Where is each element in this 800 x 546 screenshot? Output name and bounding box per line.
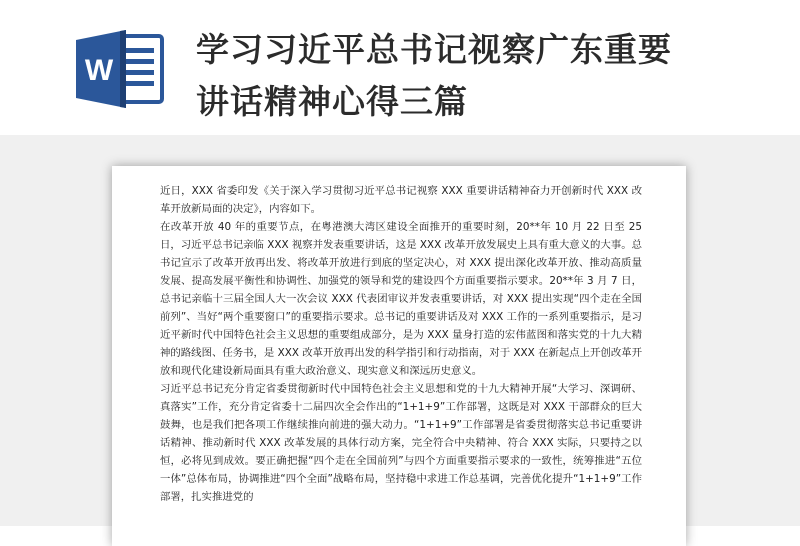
paragraph: 习近平总书记充分肯定省委贯彻新时代中国特色社会主义思想和党的十九大精神开展“大学习、深调研、真落实”工作，充分肯定省委十二届四次全会作出的“1+1+9”工作部署，这既是对 XXX 干部群众的巨大鼓舞，也是我们把各项工作继续推向前进的强大动力。“1+1+9”工作部署是省委贯彻落实总书记重要讲话精神、推动新时代 XXX 改革发展的具体行动方案，完全符合中央精神、符合 XXX 实际，只要持之以恒，必将见到成效。要正确把握“四个走在全国前列”与四个方面重要指示要求的一致性，统筹推进“五位一体”总体布局，协调推进“四个全面”战略布局，坚持稳中求进工作总基调，完善优化提升“1+1+9”工作部署，扎实推进党的	[160, 383, 642, 503]
document-title	[196, 24, 756, 128]
document-body	[160, 182, 642, 506]
header	[0, 0, 800, 135]
title-line-2: 讲话精神心得三篇	[196, 82, 468, 121]
paragraph: 近日，XXX 省委印发《关于深入学习贯彻习近平总书记视察 XXX 重要讲话精神奋力开创新时代 XXX 改革开放新局面的决定》，内容如下。	[160, 185, 642, 215]
document-page	[112, 166, 686, 546]
title-line-1: 学习习近平总书记视察广东重要	[196, 30, 672, 69]
word-document-icon	[76, 30, 166, 108]
paragraph: 在改革开放 40 年的重要节点，在粤港澳大湾区建设全面推开的重要时刻，20**年 10 月 22 日至 25 日，习近平总书记亲临 XXX 视察并发表重要讲话，这是 XXX 改革开放发展史上具有重大意义的大事。总书记宣示了改革开放再出发、将改革开放进行到底的坚定决心，对 XXX 提出深化改革开放、推动高质量发展、提高发展平衡性和协调性、加强党的领导和党的建设四个方面重要指示要求。20**年 3 月 7 日，总书记亲临十三届全国人大一次会议 XXX 代表团审议并发表重要讲话，对 XXX 提出实现“四个走在全国前列”、当好“两个重要窗口”的重要指示要求。总书记的重要讲话及对 XXX 工作的一系列重要指示，是习近平新时代中国特色社会主义思想的重要组成部分，是为 XXX 量身打造的宏伟蓝图和落实党的十九大精神的路线图、任务书，是 XXX 改革开放再出发的科学指引和行动指南，对于 XXX 在新起点上开创改革开放和现代化建设新局面具有重大政治意义、现实意义和深远历史意义。	[160, 221, 642, 377]
word-icon-letter: W	[84, 54, 114, 87]
